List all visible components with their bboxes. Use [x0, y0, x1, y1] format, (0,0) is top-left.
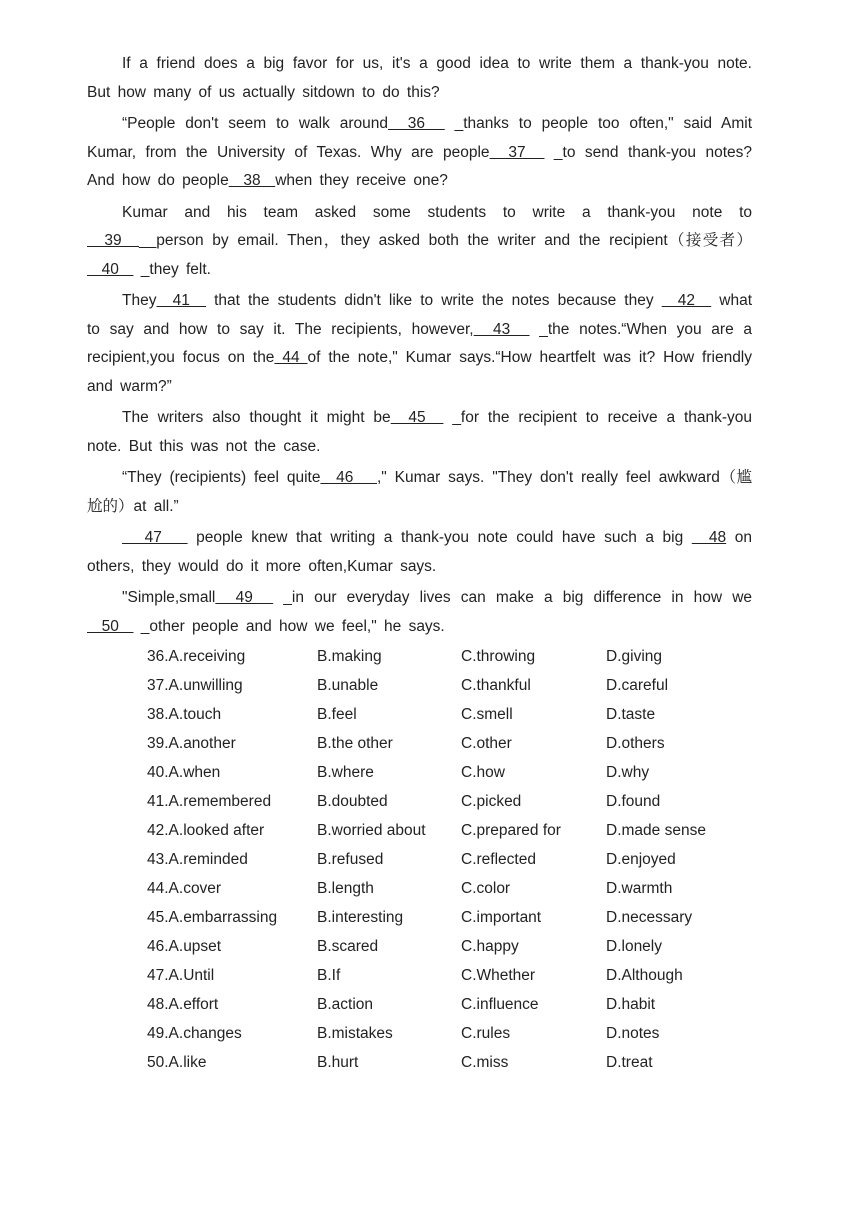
passage-text: The writers also thought it might be — [122, 409, 391, 426]
passage-text: _thanks to people too often," said Amit Kumar, from the University of Texas. Why are people — [87, 115, 753, 161]
passage-text: that the students didn't like to write the notes because they — [206, 292, 662, 309]
passage-paragraph — [87, 110, 752, 196]
option-row — [147, 990, 767, 1019]
option-choice: 49.A.changes — [147, 1024, 242, 1042]
blank-number: 42 — [661, 292, 712, 309]
option-choice: C.prepared for — [461, 821, 561, 839]
option-row — [147, 903, 767, 932]
option-choice: C.thankful — [461, 676, 531, 694]
blank-number: 38 — [228, 172, 276, 189]
passage-paragraph — [87, 404, 752, 461]
option-row — [147, 642, 767, 671]
passage-text: ," Kumar says. "They don't really feel awkward（尴尬的）at all.” — [87, 469, 752, 515]
option-choice: C.rules — [461, 1024, 511, 1042]
option-choice: B.feel — [317, 705, 357, 723]
passage-text: _in our everyday lives can make a big difference in how we — [273, 589, 753, 606]
blank-number: 40 — [87, 260, 134, 278]
passage-paragraph — [87, 199, 752, 285]
passage-text: of the note," Kumar says.“How heartfelt was it? How friendly and warm?” — [87, 349, 753, 395]
option-row — [147, 700, 767, 729]
blank-number: 50 — [87, 617, 134, 635]
option-choice: B.refused — [317, 850, 384, 868]
blank-number: 44 — [274, 349, 308, 366]
option-row — [147, 1048, 767, 1077]
passage-paragraph — [87, 584, 752, 641]
option-choice: B.interesting — [317, 908, 404, 926]
option-choice: B.hurt — [317, 1053, 359, 1071]
blank-number: 48 — [691, 529, 727, 546]
option-row — [147, 932, 767, 961]
passage-text: If a friend does a big favor for us, it's a good idea to write them a thank-you note. But how many of us actually sitdown to do this? — [87, 55, 752, 101]
blank-number: 45 — [390, 409, 444, 426]
passage-text: when they receive one? — [275, 172, 448, 189]
option-choice: D.giving — [606, 647, 662, 665]
option-choice: C.miss — [461, 1053, 509, 1071]
passage-text: _for the recipient to receive a thank-you note. But this was not the case. — [87, 409, 753, 455]
option-choice: 41.A.remembered — [147, 792, 272, 810]
passage-text: _other people and how we feel," he says. — [133, 617, 445, 635]
passage-text: __person by email. Then，they asked both the writer and the recipient（接受者） — [138, 232, 753, 249]
option-choice: B.unable — [317, 676, 379, 694]
option-choice: C.other — [461, 734, 512, 752]
passage-text: _the notes.“When you are a recipient,you focus on the — [87, 320, 752, 366]
passage-text: what to say and how to say it. The recipients, however, — [87, 292, 753, 338]
option-choice: 45.A.embarrassing — [147, 908, 278, 926]
option-choice: D.warmth — [606, 879, 673, 897]
option-choice: D.careful — [606, 676, 669, 694]
passage-text: Kumar and his team asked some students to write a thank-you note to — [122, 203, 752, 221]
option-choice: 39.A.another — [147, 734, 236, 752]
option-choice: D.treat — [606, 1053, 653, 1071]
option-choice: D.made sense — [606, 821, 706, 839]
option-choice: D.habit — [606, 995, 656, 1013]
option-choice: C.important — [461, 908, 542, 926]
option-choice: 42.A.looked after — [147, 821, 265, 839]
option-choice: 40.A.when — [147, 763, 221, 781]
option-choice: D.notes — [606, 1024, 660, 1042]
option-choice: B.where — [317, 763, 374, 781]
option-choice: C.how — [461, 763, 505, 781]
option-choice: D.others — [606, 734, 665, 752]
blank-number: 39 — [87, 232, 139, 249]
option-choice: D.Although — [606, 966, 683, 984]
blank-number: 49 — [215, 589, 274, 606]
answer-options — [147, 642, 767, 1077]
option-choice: D.enjoyed — [606, 850, 676, 868]
option-choice: 37.A.unwilling — [147, 676, 243, 694]
blank-number: 36 — [388, 115, 445, 132]
passage-text: "Simple,small — [122, 589, 216, 606]
passage-paragraph — [87, 50, 752, 107]
passage-text: _to send thank-you notes? And how do people — [87, 143, 752, 189]
option-choice: D.necessary — [606, 908, 693, 926]
option-row — [147, 961, 767, 990]
option-choice: B.scared — [317, 937, 379, 955]
option-choice: C.Whether — [461, 966, 536, 984]
option-choice: D.lonely — [606, 937, 662, 955]
passage-text: “People don't seem to walk around — [122, 115, 389, 132]
option-choice: 36.A.receiving — [147, 647, 246, 665]
option-choice: 48.A.effort — [147, 995, 219, 1013]
option-choice: B.the other — [317, 734, 393, 752]
option-choice: D.taste — [606, 705, 656, 723]
blank-number: 41 — [156, 292, 206, 309]
option-choice: B.length — [317, 879, 374, 897]
option-choice: B.action — [317, 995, 374, 1013]
option-row — [147, 816, 767, 845]
passage-paragraph — [87, 287, 752, 401]
option-choice: 47.A.Until — [147, 966, 215, 984]
option-choice: B.worried about — [317, 821, 426, 839]
option-choice: B.making — [317, 647, 382, 665]
option-choice: C.color — [461, 879, 511, 897]
option-choice: B.doubted — [317, 792, 388, 810]
passage-text: “They (recipients) feel quite — [122, 469, 321, 486]
option-choice: C.influence — [461, 995, 539, 1013]
blank-number: 46 — [320, 469, 377, 486]
option-choice: B.mistakes — [317, 1024, 393, 1042]
blank-number: 37 — [489, 143, 545, 161]
passage-paragraph — [87, 524, 752, 581]
option-row — [147, 671, 767, 700]
passage-text: people knew that writing a thank-you note could have such a big — [187, 529, 692, 546]
option-choice: C.picked — [461, 792, 522, 810]
option-choice: C.smell — [461, 705, 513, 723]
option-choice: C.throwing — [461, 647, 536, 665]
blank-number: 43 — [473, 320, 530, 338]
cloze-passage — [87, 50, 752, 644]
passage-text: on others, they would do it more often,Kumar says. — [87, 529, 752, 575]
option-choice: 44.A.cover — [147, 879, 222, 897]
option-choice: B.If — [317, 966, 341, 984]
option-choice: D.found — [606, 792, 661, 810]
passage-text: _they felt. — [133, 260, 211, 278]
option-choice: 46.A.upset — [147, 937, 222, 955]
option-choice: D.why — [606, 763, 650, 781]
passage-paragraph — [87, 464, 752, 521]
blank-number: 47 — [122, 529, 188, 546]
option-row — [147, 874, 767, 903]
option-row — [147, 729, 767, 758]
option-row — [147, 787, 767, 816]
passage-text: They — [122, 292, 157, 309]
option-row — [147, 1019, 767, 1048]
option-row — [147, 845, 767, 874]
option-row — [147, 758, 767, 787]
option-choice: C.reflected — [461, 850, 536, 868]
option-choice: C.happy — [461, 937, 519, 955]
option-choice: 50.A.like — [147, 1053, 207, 1071]
option-choice: 38.A.touch — [147, 705, 222, 723]
option-choice: 43.A.reminded — [147, 850, 248, 868]
